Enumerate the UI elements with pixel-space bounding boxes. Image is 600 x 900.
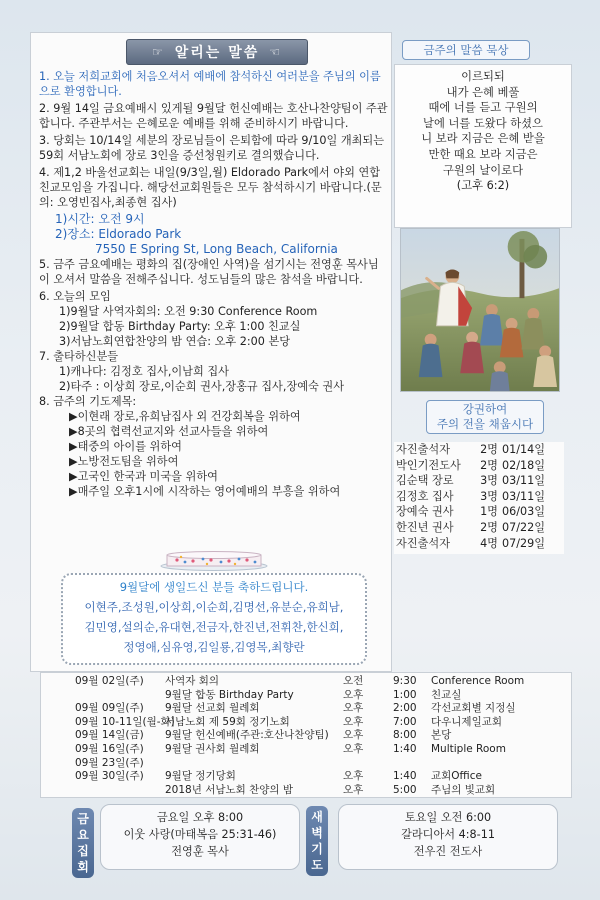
evangelism-name: 김정호 집사 — [396, 489, 454, 503]
evangelism-count: 3명 — [480, 474, 498, 488]
evangelism-row — [394, 504, 564, 520]
schedule-place: 친교실 — [431, 688, 462, 701]
schedule-event: 9월달 권사회 월례회 — [165, 742, 260, 755]
verse-line: 날에 너를 도왔다 하셨으 — [423, 116, 543, 130]
evangelism-count: 1명 — [480, 505, 498, 519]
evangelism-date: 06/03일 — [502, 505, 546, 519]
schedule-place: 본당 — [431, 729, 452, 742]
prayer-item: ▶8곳의 협력선교지와 선교사들을 위하여 — [69, 425, 269, 438]
evangelism-date: 01/14일 — [502, 443, 546, 456]
verse-line: 구원의 날이로다 — [443, 163, 523, 177]
meeting-item: 1)9월달 사역자회의: 오전 9:30 Conference Room — [59, 305, 318, 318]
schedule-event: 서남노회 제 59회 정기노회 — [165, 715, 290, 728]
friday-service-box — [100, 804, 300, 870]
vertical-label-char: 벽 — [311, 826, 323, 840]
schedule-date: 09월 16일(주) — [75, 742, 144, 755]
evangelism-name: 자진출석자 — [396, 536, 451, 550]
birthday-names-line: 이현주,조성원,이상희,이순희,김명선,유분순,유희남, — [84, 600, 344, 614]
schedule-ampm: 오후 — [343, 715, 364, 728]
schedule-row — [41, 675, 571, 689]
announcements-title-text: 알리는 말씀 — [174, 45, 260, 61]
evangelism-count: 2명 — [480, 458, 498, 472]
friday-service-label — [72, 808, 94, 878]
evangelism-date: 07/29일 — [502, 536, 546, 550]
meeting-item: 2)9월달 합동 Birthday Party: 오후 1:00 친교실 — [59, 320, 301, 333]
vertical-label-char: 금 — [77, 812, 89, 826]
dawn-prayer-box — [338, 804, 558, 870]
schedule-date: 09월 23일(주) — [75, 756, 144, 769]
announcement-item: 6. 오늘의 모임 — [39, 290, 111, 303]
evangelism-count: 2명 — [480, 443, 498, 456]
schedule-ampm: 오전 — [343, 675, 364, 687]
announcement-item: 7. 출타하신분들 — [39, 350, 119, 363]
evangelism-name: 자진출석자 — [396, 443, 451, 456]
vertical-label-char: 요 — [77, 828, 89, 842]
prayer-item: ▶고국인 한국과 미국을 위하여 — [69, 470, 218, 483]
schedule-table — [40, 672, 572, 798]
away-item: 2)타주 : 이상희 장로,이순희 권사,장홍규 집사,장예숙 권사 — [59, 380, 345, 393]
schedule-row — [41, 743, 571, 757]
schedule-ampm: 오후 — [343, 742, 364, 755]
picnic-address: 7550 E Spring St, Long Beach, California — [95, 242, 338, 256]
schedule-row — [41, 716, 571, 730]
announcements-section — [30, 32, 392, 672]
verse-line: 내가 은혜 베풀 — [446, 85, 520, 99]
evangelism-count: 3명 — [480, 489, 498, 503]
announcement-item: 8. 금주의 기도제목: — [39, 395, 137, 408]
evangelism-name: 김순택 장로 — [396, 474, 454, 488]
schedule-place: Multiple Room — [431, 742, 506, 755]
schedule-date: 09월 02일(주) — [75, 675, 144, 687]
evangelism-date: 03/11일 — [502, 474, 546, 488]
schedule-event: 사역자 회의 — [165, 675, 220, 687]
prayer-item: ▶태중의 아이를 위하여 — [69, 440, 182, 453]
schedule-time: 1:00 — [393, 688, 417, 701]
vertical-label-char: 회 — [77, 860, 89, 874]
evangelism-row — [394, 473, 564, 489]
schedule-event: 2018년 서남노회 찬양의 밤 — [165, 783, 294, 796]
dawn-time: 토요일 오전 6:00 — [404, 811, 492, 824]
evangelism-count: 4명 — [480, 536, 498, 550]
verse-line: 때에 너를 듣고 구원의 — [428, 101, 538, 115]
schedule-event: 9월달 합동 Birthday Party — [165, 688, 294, 701]
evangelism-name: 박인기전도사 — [396, 458, 461, 472]
schedule-time: 5:00 — [393, 783, 417, 796]
evangelism-row — [394, 442, 564, 458]
verse-line: 이르되되 — [461, 70, 505, 83]
friday-speaker: 전영훈 목사 — [171, 845, 229, 858]
birthday-box — [61, 573, 367, 665]
vertical-label-char: 기 — [311, 842, 323, 856]
verse-reference: (고후 6:2) — [456, 179, 510, 193]
schedule-event: 9월달 헌신예배(주관:호산나찬양팀) — [165, 729, 329, 742]
vertical-label-char: 새 — [311, 810, 323, 824]
schedule-ampm: 오후 — [343, 783, 364, 796]
verse-title: 금주의 말씀 묵상 — [402, 40, 530, 60]
pointing-hand-icon: ☞ — [151, 45, 165, 59]
announcement-item: 3. 당회는 10/14일 세분의 장로님들이 은퇴함에 따라 9/10일 개최되는 59회 서남노회에 장로 3인을 증선청원키로 결의했습니다. — [39, 134, 385, 162]
friday-time: 금요일 오후 8:00 — [156, 811, 244, 824]
evangelism-count: 2명 — [480, 520, 498, 534]
schedule-date: 09월 10-11일(월-화) — [75, 715, 175, 728]
evangelism-title-line: 강권하여 — [462, 402, 508, 416]
pointing-hand-icon: ☜ — [269, 45, 283, 59]
birthday-names — [63, 597, 365, 657]
schedule-row — [41, 689, 571, 703]
evangelism-row — [394, 489, 564, 505]
schedule-time: 2:00 — [393, 702, 417, 715]
prayer-item: ▶노방전도팀을 위하여 — [69, 455, 179, 468]
birthday-cake-icon — [159, 545, 269, 571]
meeting-item: 3)서남노회연합찬양의 밤 연습: 오후 2:00 본당 — [59, 335, 291, 348]
announcement-item: 1. 오늘 저희교회에 처음오셔서 예배에 참석하신 여러분을 주님의 이름으로 환영합니다. — [39, 70, 381, 98]
schedule-event: 9월달 정기당회 — [165, 770, 236, 783]
evangelism-date: 07/22일 — [502, 520, 546, 534]
evangelism-row — [394, 520, 564, 536]
picnic-time: 1)시간: 오전 9시 — [55, 212, 145, 226]
dawn-speaker: 전우진 전도사 — [413, 845, 483, 858]
vertical-label-char: 도 — [311, 858, 323, 872]
schedule-time: 9:30 — [393, 675, 417, 687]
away-item: 1)캐나다: 김정호 집사,이남희 집사 — [59, 365, 229, 378]
evangelism-list — [394, 442, 564, 554]
schedule-row — [41, 702, 571, 716]
evangelism-title — [426, 400, 544, 434]
schedule-ampm: 오후 — [343, 770, 364, 783]
evangelism-row — [394, 536, 564, 552]
schedule-place: 다우니제일교회 — [431, 715, 503, 728]
schedule-ampm: 오후 — [343, 729, 364, 742]
schedule-time: 1:40 — [393, 742, 417, 755]
schedule-row — [41, 729, 571, 743]
prayer-item: ▶매주일 오후1시에 시작하는 영어예배의 부흥을 위하여 — [69, 485, 341, 498]
evangelism-name: 장예숙 권사 — [396, 505, 454, 519]
schedule-time: 8:00 — [393, 729, 417, 742]
friday-passage: 이웃 사랑(마태복음 25:31-46) — [123, 828, 277, 841]
birthday-title: 9월달에 생일드신 분들 축하드립니다. — [119, 580, 309, 594]
dawn-prayer-label — [306, 806, 328, 876]
birthday-names-line: 김민영,설의순,유대현,전금자,한진년,전휘찬,한신희, — [84, 620, 344, 634]
announcement-item: 5. 금주 금요예배는 평화의 집(장애인 사역)을 섬기시는 전영훈 목사님이 오셔서 말씀을 전해주십니다. 성도님들의 많은 참석을 바랍니다. — [39, 258, 379, 286]
birthday-names-line: 정영애,심유영,김일룡,김영목,최향란 — [123, 640, 305, 654]
vertical-label-char: 집 — [77, 844, 89, 858]
schedule-event: 9월달 선교회 월례회 — [165, 702, 260, 715]
schedule-date: 09월 09일(주) — [75, 702, 144, 715]
prayer-item: ▶이현래 장로,유희남집사 외 건강회복을 위하여 — [69, 410, 301, 423]
schedule-place: Conference Room — [431, 675, 525, 687]
announcements-title — [126, 39, 308, 65]
schedule-ampm: 오후 — [343, 688, 364, 701]
schedule-time: 7:00 — [393, 715, 417, 728]
schedule-date: 09월 30일(주) — [75, 770, 144, 783]
evangelism-date: 03/11일 — [502, 489, 546, 503]
announcement-item: 4. 제1,2 바울선교회는 내일(9/3일,월) Eldorado Park에서 야외 연합 친교모임을 가집니다. 해당선교회원들은 모두 참석하시기 바랍니다.(문의: 오영빈집사,최종현 집사) — [39, 166, 382, 209]
announcement-item: 2. 9월 14일 금요예배시 있게될 9월달 헌신예배는 호산나찬양팀이 주관합니다. 주관부서는 은혜로운 예배를 위해 준비하시기 바랍니다. — [39, 102, 388, 130]
schedule-date: 09월 14일(금) — [75, 729, 144, 742]
evangelism-title-line: 주의 전을 채웁시다 — [436, 417, 534, 431]
evangelism-row — [394, 458, 564, 474]
verse-line: 니 보라 지금은 은혜 받을 — [421, 132, 545, 146]
schedule-row — [41, 784, 571, 798]
jesus-teaching-painting — [400, 228, 560, 392]
schedule-ampm: 오후 — [343, 702, 364, 715]
dawn-passage: 갈라디아서 4:8-11 — [401, 828, 495, 841]
verse-line: 만한 때요 보라 지금은 — [428, 147, 538, 161]
evangelism-name: 한진년 권사 — [396, 520, 454, 534]
schedule-row — [41, 757, 571, 771]
schedule-row — [41, 770, 571, 784]
schedule-time: 1:40 — [393, 770, 417, 783]
announcements-list — [39, 69, 389, 499]
schedule-place: 주님의 빛교회 — [431, 783, 496, 796]
verse-box — [394, 64, 572, 228]
evangelism-date: 02/18일 — [502, 458, 546, 472]
schedule-place: 각선교회별 지정실 — [431, 702, 516, 715]
schedule-place: 교회Office — [431, 770, 482, 783]
bulletin-page — [30, 32, 572, 882]
picnic-place: 2)장소: Eldorado Park — [55, 227, 182, 241]
